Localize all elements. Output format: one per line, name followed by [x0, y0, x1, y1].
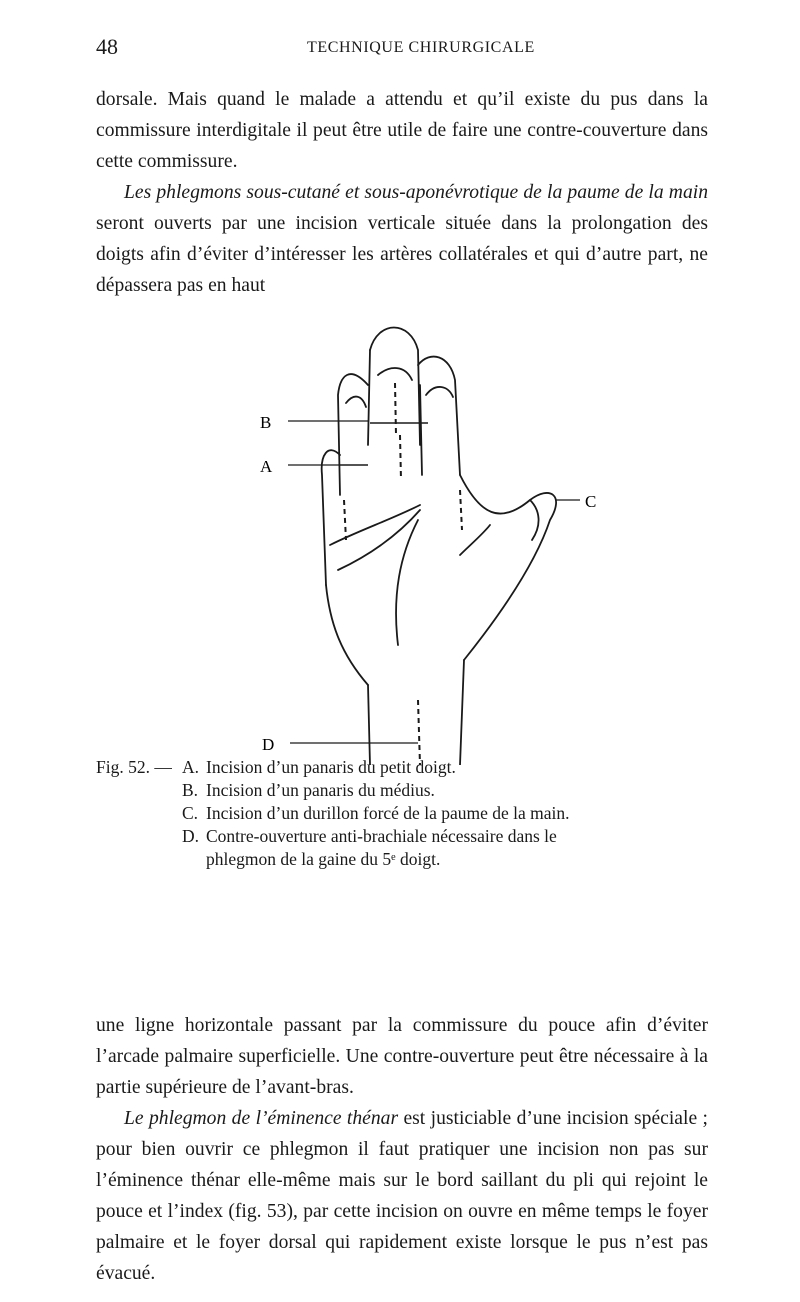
caption-text: Incision d’un panaris du petit doigt. — [206, 757, 456, 777]
index-finger-inner — [420, 385, 422, 475]
caption-row-a — [96, 756, 716, 779]
label-d: D — [262, 735, 275, 754]
thumb-web — [460, 525, 490, 555]
palm-center-line — [396, 520, 418, 645]
wrist-left — [368, 685, 370, 765]
palm-crease-lower — [338, 510, 420, 570]
italic-heading-thenar: Le phlegmon de l’éminence thénar — [124, 1108, 399, 1129]
label-c: C — [585, 492, 597, 511]
running-title: TECHNIQUE CHIRURGICALE — [307, 39, 535, 56]
caption-row-b — [96, 779, 716, 802]
incision-a-little-finger — [344, 500, 346, 540]
paragraph-ligne-horizontale: une ligne horizontale passant par la commissure du pouce afin d’éviter l’arcade palmaire superficielle. Une contre-ouverture peut être nécessaire à la partie supérieure de l’avant-bras. — [96, 1015, 708, 1098]
caption-row-d — [96, 825, 716, 848]
caption-row-c — [96, 802, 716, 825]
caption-letter: A. — [182, 757, 200, 777]
top-text-block — [96, 84, 708, 301]
paragraph-phlegmons-paume — [96, 177, 708, 301]
caption-letter: C. — [182, 803, 199, 823]
paragraph-thenar-text: est justiciable d’une incision spéciale ; pour bien ouvrir ce phlegmon il faut pratiquer une incision non pas sur l’éminence thénar elle-même mais sur le bord saillant du pli qui rejoint le pouce et l’index (fig. 53), par cette incision on ouvre en même temps le foyer palmaire et le foyer dorsal qui rapidement existe lorsque le pus n’est pas évacué. — [96, 1108, 708, 1284]
caption-letter: D. — [182, 826, 200, 846]
caption-fig-ref: Fig. 52. — — [96, 757, 172, 777]
caption-text: Incision d’un durillon forcé de la paume de la main. — [206, 803, 570, 823]
label-b: B — [260, 413, 272, 432]
caption-row-d-continued — [96, 848, 716, 871]
incision-b-middle-finger — [395, 383, 396, 435]
page-number: 48 — [96, 34, 118, 59]
figure-caption — [96, 756, 716, 871]
page-header — [0, 34, 800, 64]
hand-illustration — [250, 325, 620, 765]
middle-finger-left — [368, 350, 370, 445]
incision-palm — [460, 490, 462, 530]
caption-text: Incision d’un panaris du médius. — [206, 780, 435, 800]
thumb-inner — [530, 500, 539, 540]
finger-tip-fold-middle — [378, 368, 412, 380]
palm-left-edge — [326, 585, 368, 685]
thumb-outline — [460, 475, 556, 660]
paragraph-phlegmons-text: seront ouverts par une incision verticale située dans la prolongation des doigts afin d’éviter d’intéresser les artères collatérales et qui d’autre part, ne dépassera pas en haut — [96, 213, 708, 296]
paragraph-eminence-thenar — [96, 1103, 708, 1289]
bottom-text-block — [96, 1010, 708, 1289]
ring-finger-outline — [338, 374, 368, 495]
figure-52-hand-diagram — [250, 325, 620, 765]
caption-text: Contre-ouverture anti-brachiale nécessaire dans le — [206, 826, 557, 846]
italic-heading-phlegmons: Les phlegmons sous-cutané et sous-aponévrotique de la paume de la main — [124, 182, 708, 203]
label-a: A — [260, 457, 273, 476]
caption-letter: B. — [182, 780, 199, 800]
caption-continuation: phlegmon de la gaine du 5ᵉ doigt. — [206, 849, 441, 869]
little-finger-outline — [322, 450, 340, 585]
incision-b-middle-lower — [400, 435, 401, 480]
wrist-right — [460, 660, 464, 765]
paragraph-dorsale: dorsale. Mais quand le malade a attendu et qu’il existe du pus dans la commissure interdigitale il peut être utile de faire une contre-couverture dans cette commissure. — [96, 89, 708, 172]
finger-tip-fold-index — [426, 387, 453, 397]
finger-tip-fold-ring — [346, 397, 366, 407]
index-finger-outline — [418, 357, 460, 475]
